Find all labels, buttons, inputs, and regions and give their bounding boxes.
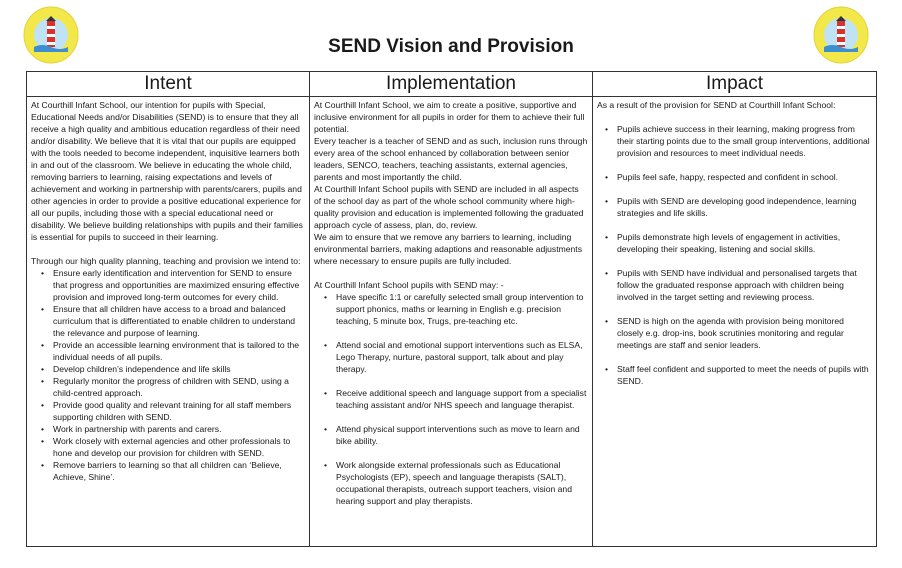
impact-lead: As a result of the provision for SEND at Courthill Infant School: — [597, 100, 836, 110]
intent-paragraph: At Courthill Infant School, our intention for pupils with Special, Educational Needs and/or Disabilities (SEND) is to ensure that they all receive a high quality and ambitious education regardless of their need and/or disability. We believe that it is vital that our pupils are equipped with the tools needed to become independent, inquisitive learners both in and out of the classroom. We believe in educating the whole child, removing barriers to learning, raising expectations and levels of achievement and working in partnership with parents/carers, pupils and other agencies in order to provide a positive educational experience for all our pupils, including those with a special educational need or disability. We believe building relationships with pupils and their families is essential for pupils to succeed in their learning. — [31, 100, 303, 242]
header-implementation: Implementation — [310, 72, 593, 97]
intent-bullet: • Develop children’s independence and life skills — [53, 363, 305, 375]
intent-bullet: • Provide an accessible learning environment that is tailored to the individual needs of all pupils. — [53, 339, 305, 363]
page-title: SEND Vision and Provision — [328, 36, 574, 57]
impact-bullet: • Pupils with SEND have individual and personalised targets that follow the graduated response approach with children being involved in the target setting and reviewing process. — [617, 267, 872, 303]
impact-bullet: • Pupils with SEND are developing good independence, learning strategies and life skills. — [617, 195, 872, 219]
intent-bullet: • Work closely with external agencies and other professionals to hone and develop our provision for children with SEND. — [53, 435, 305, 459]
content-row — [27, 97, 877, 547]
implementation-bullet: • Have specific 1:1 or carefully selected small group intervention to support phonics, maths or learning in English e.g. precision teaching, 5 minute box, Trugs, pre-teaching etc. — [336, 291, 588, 327]
intent-bullet: • Remove barriers to learning so that all children can ‘Believe, Achieve, Shine’. — [53, 459, 305, 483]
impact-bullet: • Staff feel confident and supported to meet the needs of pupils with SEND. — [617, 363, 872, 387]
implementation-bullet: • Attend physical support interventions such as move to learn and bike ability. — [336, 423, 588, 447]
impact-bullet: • Pupils feel safe, happy, respected and confident in school. — [617, 171, 872, 183]
intent-bullet: • Work in partnership with parents and carers. — [53, 423, 305, 435]
intent-cell — [27, 97, 310, 547]
implementation-paragraph: We aim to ensure that we remove any barriers to learning, including environmental barriers, making adaptions and reasonable adjustments where necessary to ensure pupils are fully included. — [314, 232, 582, 266]
implementation-bullet: • Attend social and emotional support interventions such as ELSA, Lego Therapy, nurture, pastoral support, talk about and play therapy. — [336, 339, 588, 375]
header-intent: Intent — [27, 72, 310, 97]
implementation-paragraph: Every teacher is a teacher of SEND and as such, inclusion runs through every area of the school enhanced by collaboration between senior leaders, SENCO, teachers, teaching assistants, external agencies, parents and most importantly the child. — [314, 136, 588, 182]
header-row — [27, 72, 877, 97]
implementation-bullet: • Work alongside external professionals such as Educational Psychologists (EP), speech and language therapists (SALT), occupational therapists, outreach support teachers, vision and hearing support and play therapists. — [336, 459, 588, 507]
intent-bullet: • Ensure early identification and intervention for SEND to ensure that progress and opportunities are maximized ensuring effective provision and improved long-term outcomes for every child. — [53, 267, 305, 303]
impact-bullet: • Pupils achieve success in their learning, making progress from their starting points due to the small group interventions, additional provision and resources to meet individual needs. — [617, 123, 872, 159]
send-table — [26, 71, 877, 547]
impact-cell — [593, 97, 877, 547]
implementation-bullet: • Receive additional speech and language support from a specialist teaching assistant and/or NHS speech and language therapist. — [336, 387, 588, 411]
impact-bullet: • SEND is high on the agenda with provision being monitored closely e.g. drop-ins, book scrutinies monitoring and regular meetings are staff and senior leaders. — [617, 315, 872, 351]
implementation-paragraph: At Courthill Infant School, we aim to create a positive, supportive and inclusive environment for all pupils in order for them to achieve their full potential. — [314, 100, 585, 134]
header-impact: Impact — [593, 72, 877, 97]
implementation-paragraph: At Courthill Infant School pupils with SEND are included in all aspects of the school day as part of the whole school community where high-quality provision and education is implemented following the graduated approach cycle of assess, plan, do, review. — [314, 184, 584, 230]
implementation-list — [314, 291, 588, 507]
intent-bullet: • Regularly monitor the progress of children with SEND, using a child-centred approach. — [53, 375, 305, 399]
intent-lead: Through our high quality planning, teaching and provision we intend to: — [31, 256, 301, 266]
impact-bullet: • Pupils demonstrate high levels of engagement in activities, developing their speaking, listening and social skills. — [617, 231, 872, 255]
intent-bullet: • Provide good quality and relevant training for all staff members supporting children with SEND. — [53, 399, 305, 423]
impact-list — [597, 123, 872, 387]
intent-list — [31, 267, 305, 483]
intent-bullet: • Ensure that all children have access to a broad and balanced curriculum that is differentiated to enable children to understand the relevance and purpose of learning. — [53, 303, 305, 339]
implementation-lead: At Courthill Infant School pupils with SEND may: - — [314, 280, 504, 290]
implementation-cell — [310, 97, 593, 547]
